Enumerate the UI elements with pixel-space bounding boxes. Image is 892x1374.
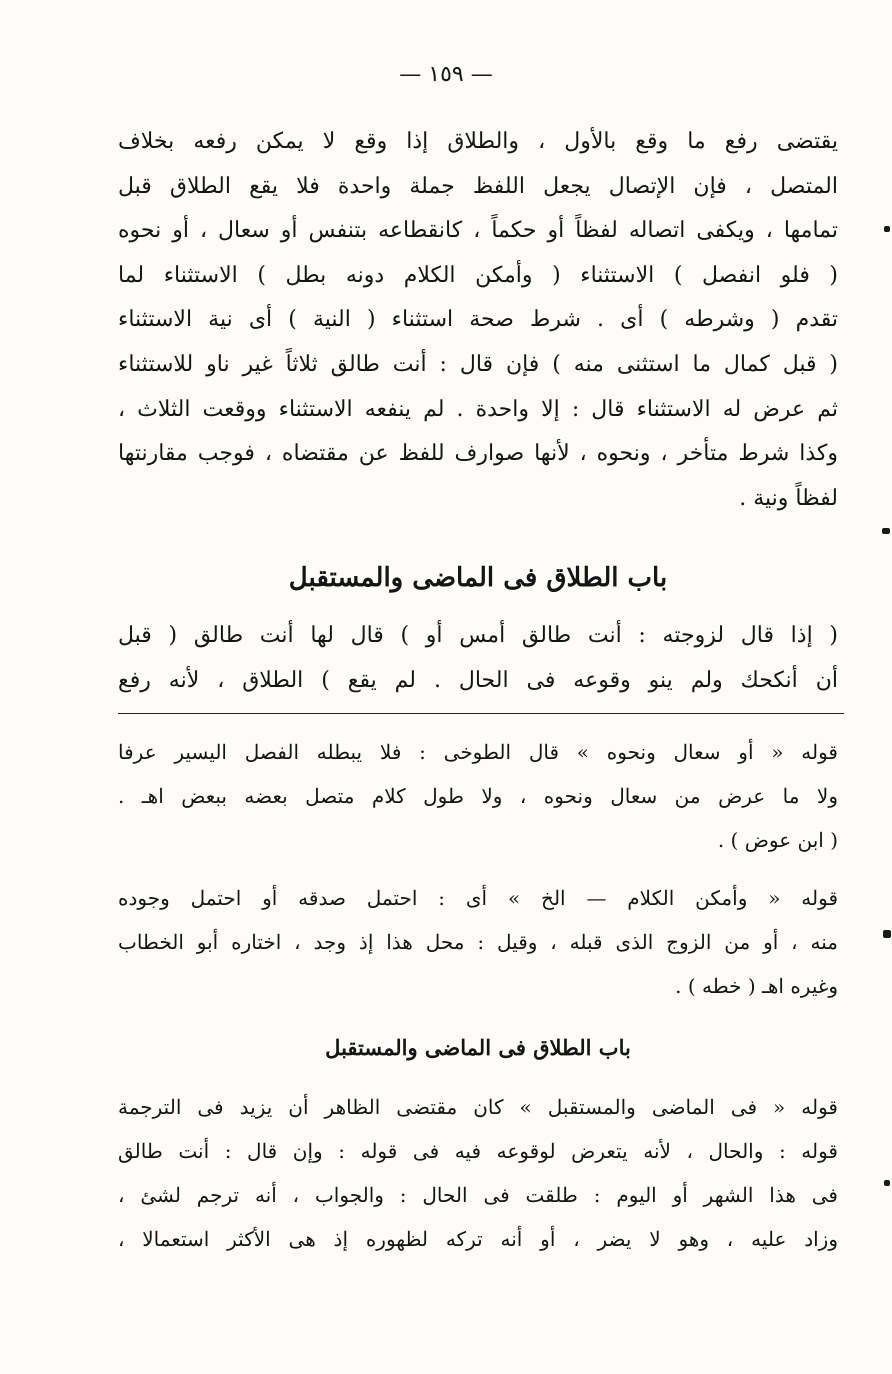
text-line: ( فلو انفصل ) الاستثناء ( وأمكن الكلام دونه بطل ) الاستثناء لما xyxy=(118,262,838,288)
main-text-block-1 xyxy=(118,120,838,521)
footnote-line: قوله « فى الماضى والمستقبل » كان مقتضى الظاهر أن يزيد فى الترجمة xyxy=(118,1095,838,1119)
text-line: يقتضى رفع ما وقع بالأول ، والطلاق إذا وقع لا يمكن رفعه بخلاف xyxy=(118,129,838,154)
footnote-line-last: وغيره اهـ ( خطه ) . xyxy=(675,974,838,998)
footnote-block-2 xyxy=(118,876,838,1008)
footnote-block-3 xyxy=(118,1085,838,1261)
main-text-block-2 xyxy=(118,614,838,703)
scan-edge-mark xyxy=(884,1180,890,1186)
footnote-line: قوله : والحال ، لأنه يتعرض لوقوعه فيه فى قوله : وإن قال : أنت طالق xyxy=(118,1139,838,1163)
footnote-line: منه ، أو من الزوج الذى قبله ، وقيل : محل هذا إذ وجد ، اختاره أبو الخطاب xyxy=(118,930,838,954)
scan-edge-mark xyxy=(884,226,890,232)
text-line: وكذا شرط متأخر ، ونحوه ، لأنها صوارف للفظ عن مقتضاه ، فوجب مقارنتها xyxy=(118,441,838,467)
footnote-line: قوله « وأمكن الكلام — الخ » أى : احتمل صدقه أو احتمل وجوده xyxy=(118,886,838,910)
text-line: ثم عرض له الاستثناء قال : إلا واحدة . لم ينفعه الاستثناء ووقعت الثلاث ، xyxy=(118,396,838,422)
text-line-last: لفظاً ونية . xyxy=(739,485,838,511)
text-line: تمامها ، ويكفى اتصاله لفظاً أو حكماً ، كانقطاعه بتنفس أو سعال ، أو نحوه xyxy=(118,218,838,244)
footnote-separator xyxy=(118,713,844,714)
scan-edge-mark xyxy=(882,528,890,534)
text-line: تقدم ( وشرطه ) أى . شرط صحة استثناء ( النية ) أى نية الاستثناء xyxy=(118,307,838,333)
text-line: ( قبل كمال ما استثنى منه ) فإن قال : أنت طالق ثلاثاً غير ناو للاستثناء xyxy=(118,351,838,377)
footnote-block-1 xyxy=(118,730,838,862)
section-heading: باب الطلاق فى الماضى والمستقبل xyxy=(288,563,668,593)
page-number: — ١٥٩ — xyxy=(399,62,493,87)
footnote-line: فى هذا الشهر أو اليوم : طلقت فى الحال : والجواب ، أنه ترجم لشئ ، xyxy=(118,1183,838,1207)
text-line: المتصل ، فإن الإتصال يجعل اللفظ جملة واحدة فلا يقع الطلاق قبل xyxy=(118,173,838,199)
scan-edge-mark xyxy=(883,930,891,938)
footnote-line: ولا ما عرض من سعال ونحوه ، ولا طول كلام متصل بعضه ببعض اهـ . xyxy=(118,784,838,808)
footnote-line: قوله « أو سعال ونحوه » قال الطوخى : فلا يبطله الفصل اليسير عرفا xyxy=(118,740,838,764)
footnote-line: وزاد عليه ، وهو لا يضر ، أو أنه تركه لظهوره إذ هى الأكثر استعمالا ، xyxy=(118,1227,838,1251)
footnote-line-last: ( ابن عوض ) . xyxy=(717,828,838,852)
text-line: أن أنكحك ولم ينو وقوعه فى الحال . لم يقع ) الطلاق ، لأنه رفع xyxy=(118,667,838,693)
footnote-section-heading: باب الطلاق فى الماضى والمستقبل xyxy=(325,1035,631,1060)
text-line: ( إذا قال لزوجته : أنت طالق أمس أو ) قال لها أنت طالق ( قبل xyxy=(118,623,838,648)
